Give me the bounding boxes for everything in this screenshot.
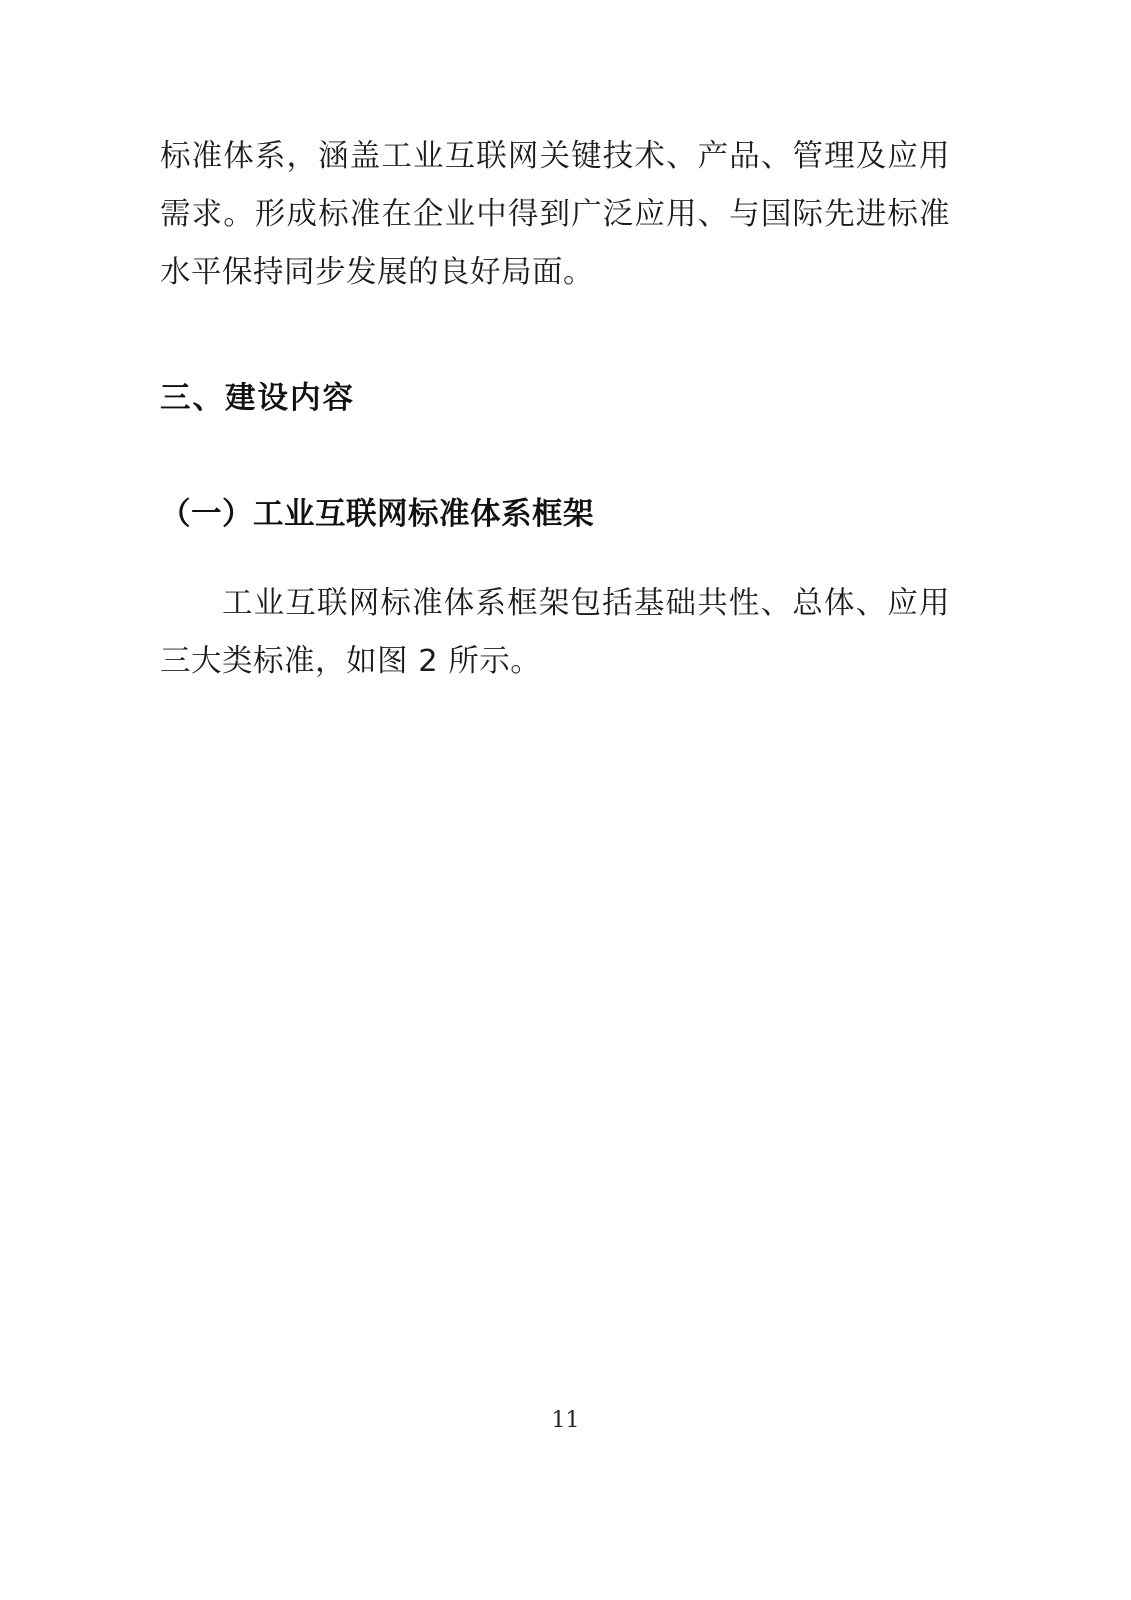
section-heading-construction-content: 三、建设内容 <box>160 381 355 416</box>
paragraph-continued: 标准体系，涵盖工业互联网关键技术、产品、管理及应用需求。形成标准在企业中得到广泛应用、与国际先进标准水平保持同步发展的良好局面。 <box>160 139 950 290</box>
paragraph-framework-description: 工业互联网标准体系框架包括基础共性、总体、应用三大类标准，如图 2 所示。 <box>160 585 950 679</box>
page-content <box>160 0 950 721</box>
page-number: 11 <box>551 1408 580 1433</box>
subsection-heading-standard-system-framework: （一）工业互联网标准体系框架 <box>160 497 594 532</box>
